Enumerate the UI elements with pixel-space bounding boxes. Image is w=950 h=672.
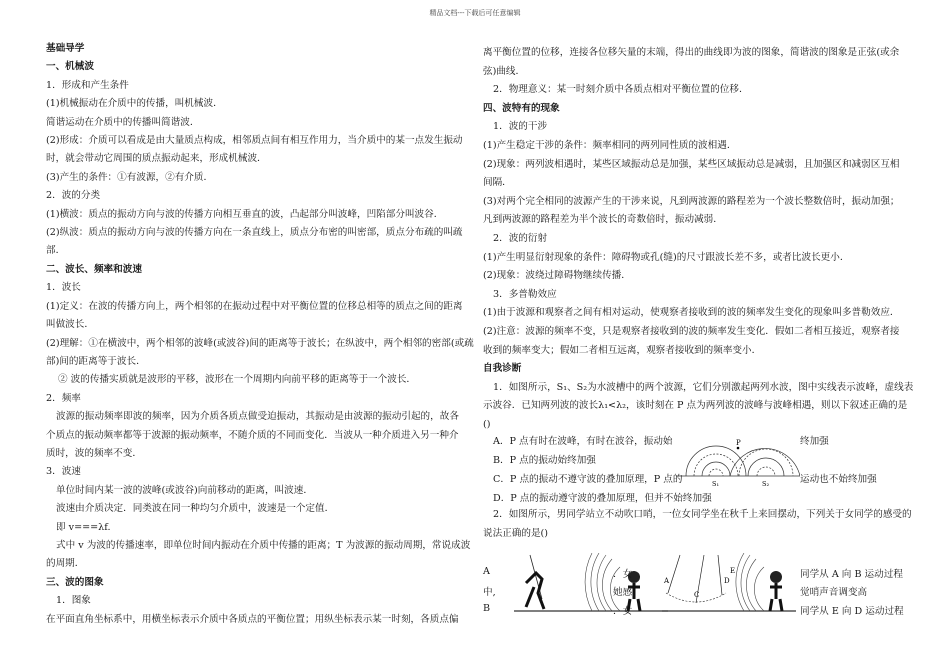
text-line: 1．波的干涉 bbox=[493, 121, 548, 133]
text-line: (1)定义：在波的传播方向上，两个相邻的在振动过程中对平衡位置的位移总相等的质点之间的距离 bbox=[46, 300, 463, 312]
text-line: 2．频率 bbox=[46, 392, 81, 404]
q2-dot-nu2: ．女 bbox=[613, 606, 633, 617]
svg-text:E: E bbox=[730, 567, 736, 575]
text-line: 单位时间内某一波的波峰(或波谷)向前移动的距离，叫波速． bbox=[56, 484, 313, 496]
text-line: 的周期． bbox=[46, 558, 85, 570]
text-line: 个质点的振动频率都等于波源的振动频率，不随介质的不同而变化．当波从一种介质进入另一种介 bbox=[46, 429, 459, 441]
text-line: 3．多普勒效应 bbox=[493, 288, 557, 300]
q1-option-d: D．P 点的振动遵守波的叠加原理，但并不始终加强 bbox=[493, 493, 712, 504]
text-line: 部． bbox=[46, 245, 66, 257]
text-line: 基础导学 bbox=[46, 43, 85, 54]
text-line: (1)产生稳定干涉的条件：频率相同的两列同性质的波相遇． bbox=[483, 139, 737, 151]
text-line: (3)产生的条件：①有波源，②有介质． bbox=[46, 171, 214, 183]
q2-right-line3: 同学从 E 向 D 运动过程 bbox=[800, 606, 904, 617]
text-line: 自我诊断 bbox=[483, 363, 522, 375]
svg-text:A: A bbox=[664, 577, 670, 585]
text-line: ② 波的传播实质就是波形的平移，波形在一个周期内向前平移的距离等于一个波长． bbox=[58, 374, 417, 386]
text-line: 在平面直角坐标系中，用横坐标表示介质中各质点的平衡位置；用纵坐标表示某一时刻，各质点偏 bbox=[46, 613, 459, 625]
q1-option-c-tail: 运动也不始终加强 bbox=[800, 474, 877, 485]
boy-head bbox=[770, 571, 782, 583]
text-line: 三、波的图象 bbox=[46, 576, 104, 588]
q2-nu-tail: 她感 bbox=[613, 587, 633, 598]
text-line: (1)由于波源和观察者之间有相对运动，使观察者接收到的波的频率发生变化的现象叫多普勒效应． bbox=[483, 307, 900, 319]
swing-figure-left bbox=[512, 553, 670, 615]
q2-label-b: B bbox=[483, 603, 491, 614]
wave-trough-s2 bbox=[757, 467, 775, 476]
text-line: 2．波的衍射 bbox=[493, 232, 548, 244]
text-line: 叫做波长． bbox=[46, 319, 94, 331]
text-line: 1．如图所示，S₁、S₂为水波槽中的两个波源，它们分别激起两列水波，图中实线表示波峰，虚线表 bbox=[493, 381, 914, 393]
girl-on-swing bbox=[526, 573, 544, 609]
text-line: (1)产生明显衍射现象的条件：障碍物或孔(缝)的尺寸跟波长差不多，或者比波长更小． bbox=[483, 251, 850, 263]
label-p: P bbox=[736, 439, 741, 447]
text-line: 式中 v 为波的传播速率，即单位时间内振动在介质中传播的距离；T 为波源的振动周期，常说成波 bbox=[56, 539, 471, 551]
text-line: 2．物理意义：某一时刻介质中各质点相对平衡位置的位移． bbox=[493, 84, 749, 96]
text-line: 3．波速 bbox=[46, 466, 81, 478]
text-line: 收到的频率变大；假如二者相互远离，观察者接收到的频率变小． bbox=[483, 344, 762, 356]
text-line: 二、波长、频率和波速 bbox=[46, 263, 142, 275]
svg-text:D: D bbox=[724, 577, 730, 585]
text-line: 2．波的分类 bbox=[46, 190, 101, 202]
text-line: 时，就会带动它周围的质点振动起来，形成机械波． bbox=[46, 153, 267, 165]
text-line: (2)现象：两列波相遇时，某些区域振动总是加强，某些区域振动总是减弱，且加强区和减弱区互相 bbox=[483, 158, 900, 170]
point-p bbox=[737, 447, 740, 450]
q2-label-a: A bbox=[483, 566, 490, 577]
wave-trough-s1 bbox=[709, 469, 723, 476]
text-line: 1．波长 bbox=[46, 282, 81, 294]
q2-dot-nu1: ．女 bbox=[613, 569, 633, 580]
text-line: 波速由介质决定．同类波在同一种均匀介质中，波速是一个定值． bbox=[56, 503, 335, 515]
text-line: (2)注意：波源的频率不变，只是观察者接收到的波的频率发生变化．假如二者相互接近，观察者接 bbox=[483, 325, 900, 337]
text-line: (1)机械振动在介质中的传播，叫机械波． bbox=[46, 98, 223, 110]
wave-trough-s1 bbox=[694, 454, 738, 476]
q2-stem-line2: 说法正确的是() bbox=[483, 528, 549, 539]
interference-figure bbox=[676, 436, 800, 488]
label-s1: S₁ bbox=[712, 480, 720, 488]
q1-option-a-tail: 终加强 bbox=[800, 436, 829, 447]
text-line: (1)横波：质点的振动方向与波的传播方向相互垂直的波，凸起部分叫波峰，凹陷部分叫波谷． bbox=[46, 208, 444, 220]
svg-text:C: C bbox=[694, 591, 700, 599]
left-column bbox=[46, 40, 474, 629]
text-line: 一、机械波 bbox=[46, 61, 94, 73]
text-line: 示波谷．已知两列波的波长λ₁<λ₂，该时刻在 P 点为两列波的波峰与波峰相遇，则以下叙述正确的是 bbox=[483, 400, 908, 412]
text-line: 即 v===λf. bbox=[56, 521, 111, 533]
text-line: (2)现象：波绕过障碍物继续传播． bbox=[483, 270, 631, 282]
text-line: 1．形成和产生条件 bbox=[46, 79, 129, 91]
right-column bbox=[483, 44, 914, 434]
text-line: 离平衡位置的位移，连接各位移矢量的末端，得出的曲线即为波的图象，简谐波的图象是正弦(或余 bbox=[483, 47, 900, 58]
text-line: 间隔． bbox=[483, 177, 512, 189]
q1-option-c: C．P 点的振动不遵守波的叠加原理，P 点的 bbox=[493, 474, 683, 485]
page-header: 精品文档---下载后可任意编辑 bbox=[429, 9, 521, 17]
text-line: (2)纵波：质点的振动方向与波的传播方向在一条直线上，质点分布密的叫密部，质点分布疏的叫疏 bbox=[46, 227, 463, 239]
swing-figure-right bbox=[660, 553, 798, 615]
text-line: 1．图象 bbox=[56, 595, 91, 607]
text-line: (2)形成：介质可以看成是由大量质点构成，相邻质点间有相互作用力，当介质中的某一点发生振动 bbox=[46, 135, 463, 147]
text-line: 弦)曲线． bbox=[483, 65, 526, 77]
q2-label-mid: 中, bbox=[483, 587, 496, 598]
text-line: 波源的振动频率即波的频率，因为介质各质点做受迫振动，其振动是由波源的振动引起的，故各 bbox=[56, 411, 459, 423]
wave-crest-s1 bbox=[686, 446, 746, 476]
q1-option-a: A．P 点有时在波峰，有时在波谷，振动始 bbox=[493, 436, 673, 447]
text-line: (3)对两个完全相同的波源产生的干涉来说，凡到两波源的路程差为一个波长整数倍时，振动加强； bbox=[483, 195, 900, 207]
q2-right-line1: 同学从 A 向 B 运动过程 bbox=[800, 569, 903, 580]
q1-option-b: B．P 点的振动始终加强 bbox=[493, 455, 596, 466]
text-line: 四、波特有的现象 bbox=[483, 102, 560, 114]
text-line: () bbox=[483, 418, 491, 430]
q2-right-line2: 觉哨声音调变高 bbox=[800, 587, 868, 598]
text-line: (2)理解：①在横波中，两个相邻的波峰(或波谷)间的距离等于波长；在纵波中，两个相邻的密部(或疏 bbox=[46, 337, 474, 349]
q2-stem-line1: 2．如图所示，男同学站立不动吹口哨，一位女同学坐在秋千上来回摆动，下列关于女同学的感受的 bbox=[493, 509, 912, 520]
text-line: 部)间的距离等于波长． bbox=[46, 355, 146, 367]
boy-figure bbox=[770, 583, 782, 611]
label-s2: S₂ bbox=[762, 480, 770, 488]
text-line: 质时，波的频率不变． bbox=[46, 447, 142, 459]
text-line: 简谐运动在介质中的传播叫简谐波． bbox=[46, 116, 200, 128]
text-line: 凡到两波源的路程差为半个波长的奇数倍时，振动减弱． bbox=[483, 214, 723, 226]
